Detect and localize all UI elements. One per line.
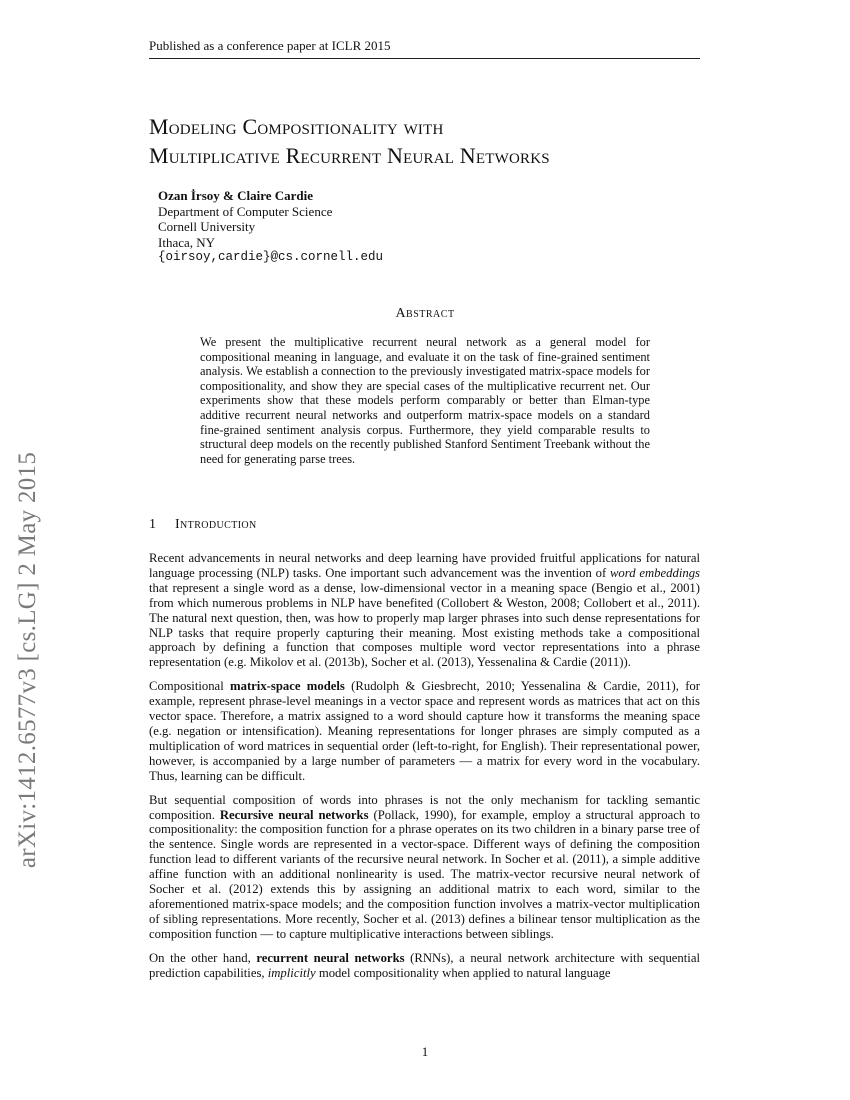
author-names: Ozan İrsoy & Claire Cardie	[158, 188, 314, 203]
section-heading	[149, 517, 257, 533]
p2-strong: matrix-space models	[230, 679, 345, 694]
p4-text-c: model compositionality when applied to natural language	[315, 965, 611, 980]
paragraph-1	[149, 551, 700, 670]
section-number: 1	[149, 517, 156, 532]
abstract-heading: Abstract	[395, 306, 455, 321]
p1-text-a: Recent advancements in neural networks and deep learning have provided fruitful applications for natural language processing (NLP) tasks. One important such advancement was the invention of	[149, 551, 700, 580]
paragraph-3	[149, 793, 700, 942]
p4-text-a: On the other hand,	[149, 950, 257, 965]
p3-text-a: But sequential composition of words into phrases is not the only mechanism for tackling semantic composition.	[149, 792, 700, 822]
p1-emphasis: word embeddings	[609, 565, 700, 580]
abstract-text: We present the multiplicative recurrent neural network as a general model for compositional meaning in language, and evaluate it on the task of fine-grained sentiment analysis. We establish a connection to the previously investigated matrix-space models for compositionality, and show they are special cases of the multiplicative recurrent net. Our experiments show that these models perform comparably or better than Elman-type additive recurrent neural networks and outperform matrix-space models on a standard fine-grained sentiment analysis corpus. Furthermore, they yield comparable results to structural deep models on the recently published Stanford Sentiment Treebank without the need for generating parse trees.	[200, 335, 650, 466]
author-department: Department of Computer Science	[158, 203, 333, 219]
p1-text-b: that represent a single word as a dense, low-dimensional vector in a meaning space (Bengio et al., 2001) from which numerous problems in NLP have benefited (Collobert & Weston, 2008; Collobert et al., 2011). The natural next question, then, was how to properly map larger phrases into such dense representations for NLP tasks that require properly capturing their meaning. Most existing methods take a compositional approach by defining a function that composes multiple word vector representations into a phrase representation (e.g. Mikolov et al. (2013b), Socher et al. (2013), Yessenalina & Cardie (2011)).	[149, 580, 700, 670]
author-university: Cornell University	[158, 219, 256, 234]
title-line-2: Multiplicative Recurrent Neural Networks	[149, 143, 550, 168]
section-title: Introduction	[175, 517, 257, 532]
author-block	[158, 188, 383, 266]
p2-text-b: (Rudolph & Giesbrecht, 2010; Yessenalina & Cardie, 2011), for example, represent phrase-level meanings in a vector space and represent words as matrices that act on this vector space. Therefore, a matrix assigned to a word should capture how it transforms the meaning space (e.g. negation or intensification). Meaning representations for longer phrases are simply computed as a multiplication of word matrices in sequential order (left-to-right, for English). Their representational power, however, is accompanied by a large number of parameters — a matrix for every word in the vocabulary. Thus, learning can be difficult.	[149, 679, 701, 783]
p2-text-a: Compositional	[149, 679, 231, 694]
author-location: Ithaca, NY	[158, 234, 216, 250]
paragraph-2	[149, 679, 700, 783]
title-line-1: Modeling Compositionality with	[149, 114, 444, 139]
paragraph-4	[149, 951, 700, 981]
running-header: Published as a conference paper at ICLR 2015	[149, 38, 700, 59]
p4-strong: recurrent neural networks	[256, 950, 405, 965]
p3-strong: Recursive neural networks	[219, 807, 369, 822]
paper-title	[149, 112, 749, 170]
p4-emphasis: implicitly	[267, 965, 316, 980]
arxiv-identifier: arXiv:1412.6577v3 [cs.LG] 2 May 2015	[14, 451, 41, 869]
p4-text-b: (RNNs), a neural network architecture with sequential prediction capabilities,	[149, 950, 700, 980]
author-email: {oirsoy,cardie}@cs.cornell.edu	[158, 250, 384, 264]
body-text	[149, 551, 700, 989]
p3-text-b: (Pollack, 1990), for example, employ a structural approach to compositionality: the composition function for a phrase operates on its two children in a binary parse tree of the sentence. Single words are represented in a vector-space. Different ways of defining the composition function lead to different variants of the recursive neural network. In Socher et al. (2011), a simple additive affine function with an additional nonlinearity is used. The matrix-vector recursive neural network of Socher et al. (2012) extends this by assigning an additional matrix to each word, similar to the aforementioned matrix-space models; and the composition function involves a matrix-vector multiplication of sibling representations. More recently, Socher et al. (2013) defines a bilinear tensor multiplication as the composition function — to capture multiplicative interactions between siblings.	[149, 807, 701, 941]
page-number: 1	[421, 1044, 429, 1059]
